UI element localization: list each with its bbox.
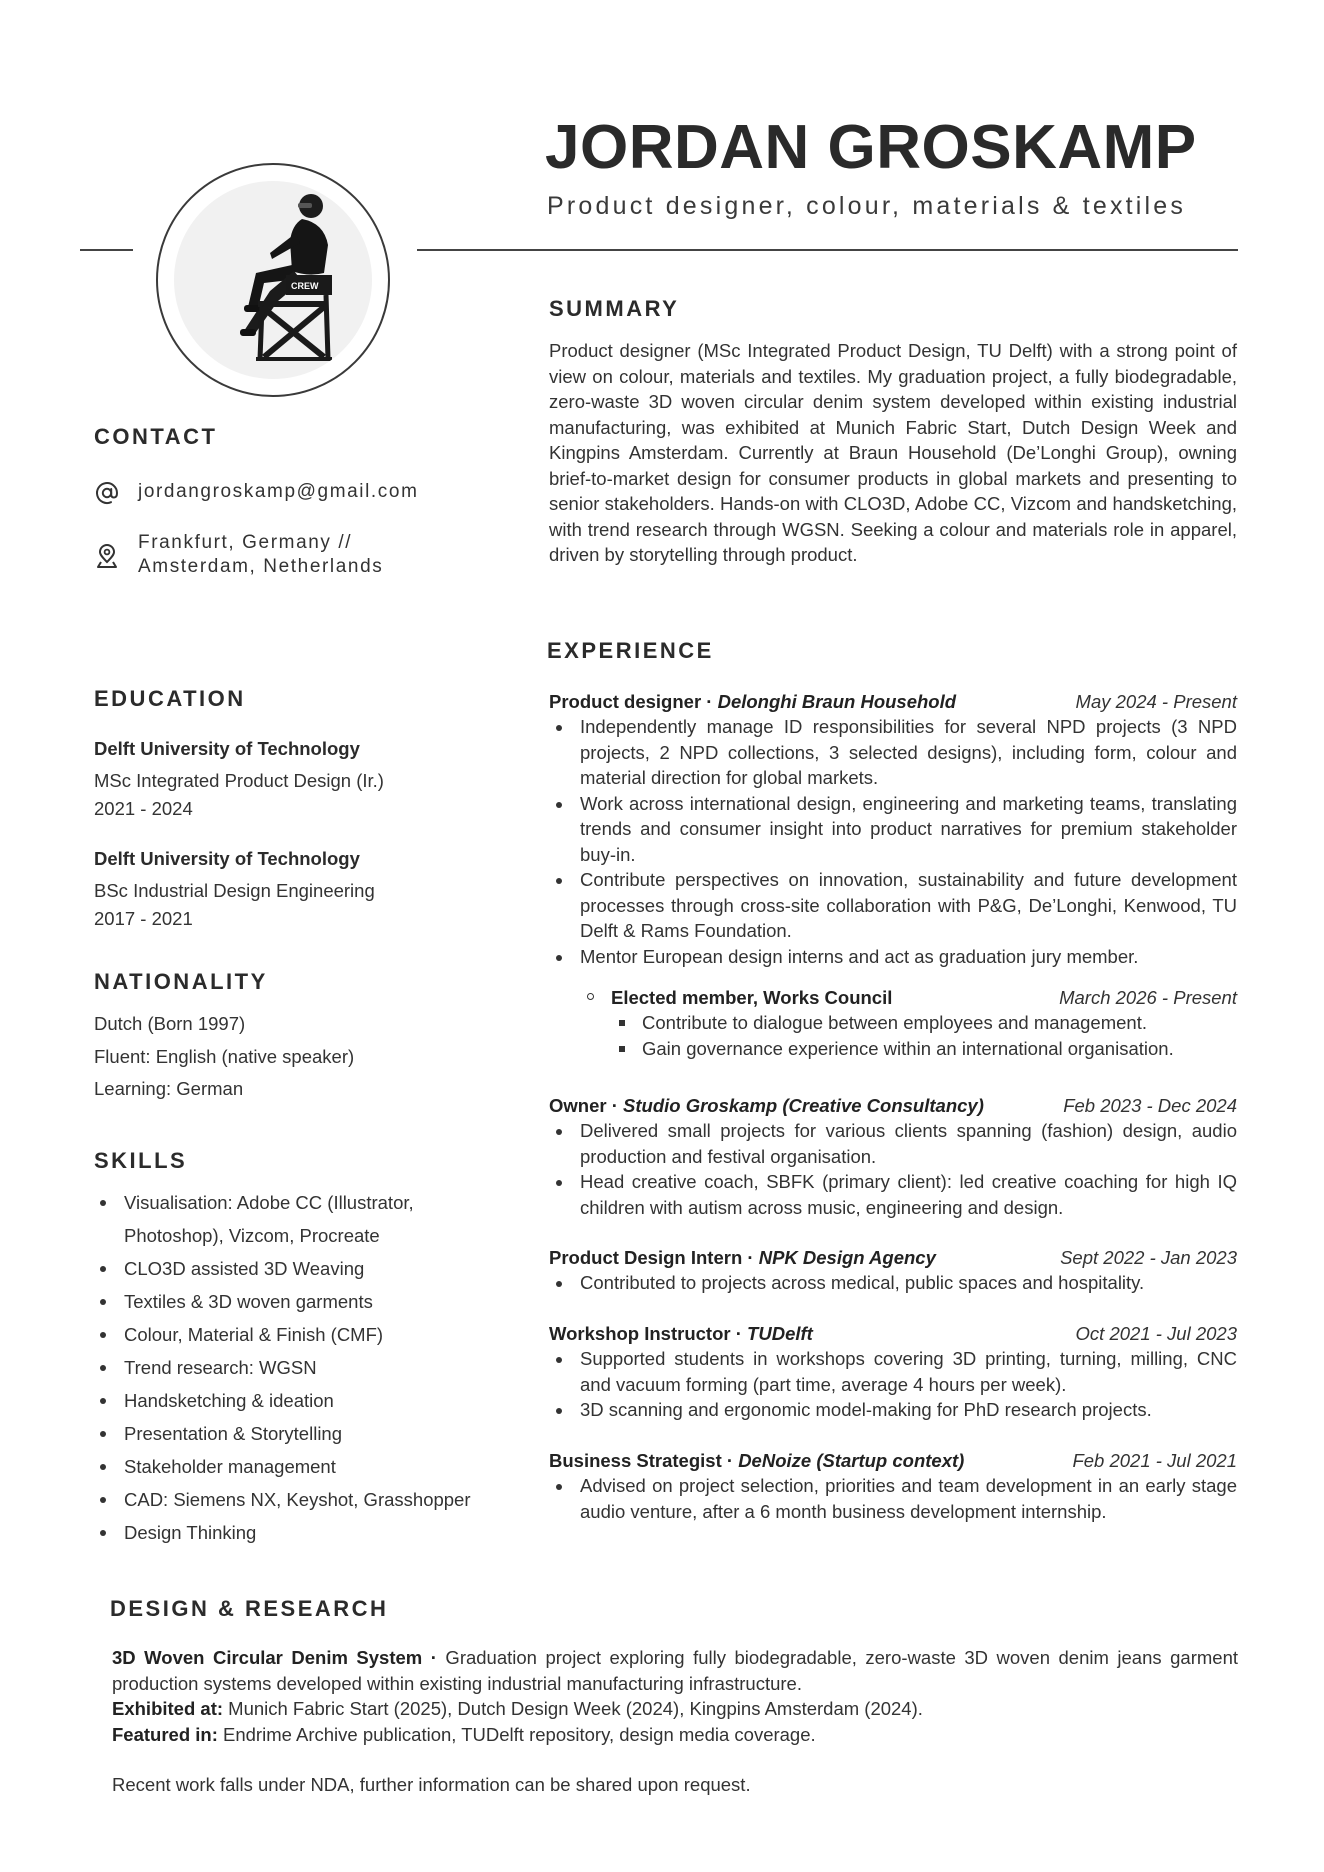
skill-item: Presentation & Storytelling (94, 1417, 494, 1450)
skill-item: CLO3D assisted 3D Weaving (94, 1252, 494, 1285)
candidate-subtitle: Product designer, colour, materials & textiles (547, 192, 1187, 220)
job-header (549, 1321, 1237, 1346)
job-separator: · (730, 1323, 748, 1344)
experience-entry (549, 1448, 1237, 1524)
job-title (549, 1093, 984, 1118)
education-school: Delft University of Technology (94, 848, 360, 869)
job-dates: Sept 2022 - Jan 2023 (1060, 1247, 1237, 1268)
education-years: 2021 - 2024 (94, 798, 193, 819)
skills-heading: SKILLS (94, 1148, 188, 1173)
education-school: Delft University of Technology (94, 738, 360, 759)
job-title (549, 1448, 964, 1473)
featured-line (112, 1722, 1238, 1748)
job-bullet: Independently manage ID responsibilities for several NPD projects (3 NPD projects, 2 NPD collections, 3 selected designs), including form, colour and material direction for global markets. (549, 714, 1237, 791)
skill-item: CAD: Siemens NX, Keyshot, Grasshopper (94, 1483, 494, 1516)
skills-list (94, 1186, 494, 1549)
job-bullets (549, 1473, 1237, 1524)
job-dates: May 2024 - Present (1075, 691, 1237, 712)
education-entry (94, 738, 384, 823)
education-entry (94, 848, 375, 933)
contact-location-row (94, 531, 383, 579)
header-divider-left (80, 249, 133, 251)
job-bullets (549, 1346, 1237, 1423)
job-bullet: Delivered small projects for various clients spanning (fashion) design, audio production and festival organisation. (549, 1118, 1237, 1169)
experience-entry (549, 689, 1237, 1061)
summary-text: Product designer (MSc Integrated Product Design, TU Delft) with a strong point of view on colour, materials and textiles. My graduation project, a fully biodegradable, zero-waste 3D woven circular denim system developed within existing industrial manufacturing, was exhibited at Munich Fabric Start, Dutch Design Week and Kingpins Amsterdam. Currently at Braun Household (De’Longhi Group), owning brief-to-market design for consumer products in global markets and presenting to senior stakeholders. Hands-on with CLO3D, Adobe CC, Vizcom and handsketching, with trend research through WGSN. Seeking a colour and materials role in apparel, driven by storytelling through product. (549, 340, 1237, 565)
design-research-block (112, 1645, 1238, 1798)
nationality-line: Dutch (Born 1997) (94, 1013, 246, 1034)
job-separator: · (721, 1450, 739, 1471)
contact-heading: CONTACT (94, 424, 218, 449)
job-bullet: Contribute perspectives on innovation, sustainability and future development processes through cross-site collaboration with P&G, De’Longhi, Kenwood, TU Delft & Rams Foundation. (549, 867, 1237, 944)
sub-role-bullets (611, 1010, 1237, 1061)
job-bullets (549, 1270, 1237, 1296)
skill-item: Design Thinking (94, 1516, 494, 1549)
location-line-1: Frankfurt, Germany // (138, 532, 353, 553)
skill-item: Trend research: WGSN (94, 1351, 494, 1384)
experience-heading: EXPERIENCE (547, 638, 714, 663)
at-icon (94, 480, 120, 506)
job-role: Product Design Intern (549, 1247, 743, 1268)
design-research-heading: DESIGN & RESEARCH (110, 1596, 389, 1621)
job-header (549, 689, 1237, 714)
job-dates: Feb 2023 - Dec 2024 (1063, 1095, 1237, 1116)
job-bullet: Work across international design, engineering and marketing teams, translating trends and consumer insight into product narratives for premium stakeholder buy-in. (549, 791, 1237, 868)
person-on-chair-illustration (174, 181, 372, 379)
profile-photo (174, 181, 372, 379)
job-bullet: Mentor European design interns and act as graduation jury member. (549, 944, 1237, 970)
sub-role-header (585, 985, 1237, 1010)
job-separator: · (701, 691, 718, 712)
job-header (549, 1245, 1237, 1270)
location-line-2: Amsterdam, Netherlands (138, 556, 384, 577)
education-years: 2017 - 2021 (94, 908, 193, 929)
sub-role-title: Elected member, Works Council (585, 985, 892, 1010)
job-bullets (549, 714, 1237, 969)
experience-entry (549, 1245, 1237, 1296)
map-pin-icon (94, 543, 120, 569)
candidate-name: JORDAN GROSKAMP (545, 113, 1197, 182)
education-degree: BSc Industrial Design Engineering (94, 880, 375, 901)
job-bullet: Advised on project selection, priorities and team development in an early stage audio venture, after a 6 month business development internship. (549, 1473, 1237, 1524)
education-heading: EDUCATION (94, 686, 246, 711)
job-separator: · (742, 1247, 759, 1268)
featured-label: Featured in: (112, 1723, 218, 1745)
job-header (549, 1448, 1237, 1473)
job-role: Product designer (549, 691, 702, 712)
job-title (549, 689, 956, 714)
job-role: Owner (549, 1095, 607, 1116)
job-company: Studio Groskamp (Creative Consultancy) (623, 1095, 984, 1116)
nationality-list (94, 1008, 354, 1106)
exhibited-text: Munich Fabric Start (2025), Dutch Design Week (2024), Kingpins Amsterdam (2024). (223, 1698, 923, 1719)
skill-item: Textiles & 3D woven garments (94, 1285, 494, 1318)
email-link[interactable]: jordangroskamp@gmail.com (138, 481, 419, 502)
job-bullet: Head creative coach, SBFK (primary client): led creative coaching for high IQ children with autism across music, engineering and design. (549, 1169, 1237, 1220)
nationality-heading: NATIONALITY (94, 969, 268, 994)
sub-role-bullet: Gain governance experience within an international organisation. (611, 1036, 1237, 1062)
summary-heading: SUMMARY (549, 296, 680, 321)
language-line: Fluent: English (native speaker) (94, 1045, 355, 1067)
sub-role-bullet: Contribute to dialogue between employees and management. (611, 1010, 1237, 1036)
job-company: TUDelft (747, 1323, 813, 1344)
job-header (549, 1093, 1237, 1118)
chair-back-text: CREW (291, 281, 319, 291)
job-role: Business Strategist (549, 1450, 722, 1471)
experience-entry (549, 1093, 1237, 1220)
skill-item: Handsketching & ideation (94, 1384, 494, 1417)
job-bullets (549, 1118, 1237, 1220)
exhibited-line (112, 1696, 1238, 1722)
job-dates: Feb 2021 - Jul 2021 (1072, 1450, 1237, 1471)
education-degree: MSc Integrated Product Design (Ir.) (94, 770, 384, 791)
job-role: Workshop Instructor (549, 1323, 731, 1344)
project-title: 3D Woven Circular Denim System · (112, 1647, 437, 1668)
project-description: Graduation project exploring fully biodegradable, zero-waste 3D woven denim jeans garment production systems developed within existing industrial manufacturing infrastructure. (112, 1647, 1238, 1694)
job-bullet: 3D scanning and ergonomic model-making for PhD research projects. (549, 1397, 1237, 1423)
job-bullet: Supported students in workshops covering 3D printing, turning, milling, CNC and vacuum forming (part time, average 4 hours per week). (549, 1346, 1237, 1397)
skill-item: Colour, Material & Finish (CMF) (94, 1318, 494, 1351)
skill-item: Stakeholder management (94, 1450, 494, 1483)
job-company: NPK Design Agency (758, 1247, 936, 1268)
job-company: DeNoize (Startup context) (738, 1450, 965, 1471)
project-paragraph (112, 1645, 1238, 1696)
location-text (138, 531, 383, 579)
language-line: Learning: German (94, 1078, 244, 1099)
exhibited-label: Exhibited at: (112, 1698, 224, 1719)
job-company: Delonghi Braun Household (717, 691, 957, 712)
contact-email-row (94, 480, 419, 506)
experience-entry (549, 1321, 1237, 1423)
skill-item: Visualisation: Adobe CC (Illustrator, Photoshop), Vizcom, Procreate (94, 1186, 494, 1252)
job-separator: · (606, 1095, 624, 1116)
nda-note: Recent work falls under NDA, further information can be shared upon request. (112, 1774, 751, 1795)
sub-role-dates: March 2026 - Present (1059, 987, 1237, 1008)
job-title (549, 1245, 936, 1270)
job-dates: Oct 2021 - Jul 2023 (1075, 1323, 1237, 1344)
job-bullet: Contributed to projects across medical, public spaces and hospitality. (549, 1270, 1237, 1296)
header-divider-right (417, 249, 1238, 251)
job-title (549, 1321, 813, 1346)
featured-text: Endrime Archive publication, TUDelft repository, design media coverage. (217, 1723, 816, 1745)
profile-photo-frame (156, 163, 390, 397)
